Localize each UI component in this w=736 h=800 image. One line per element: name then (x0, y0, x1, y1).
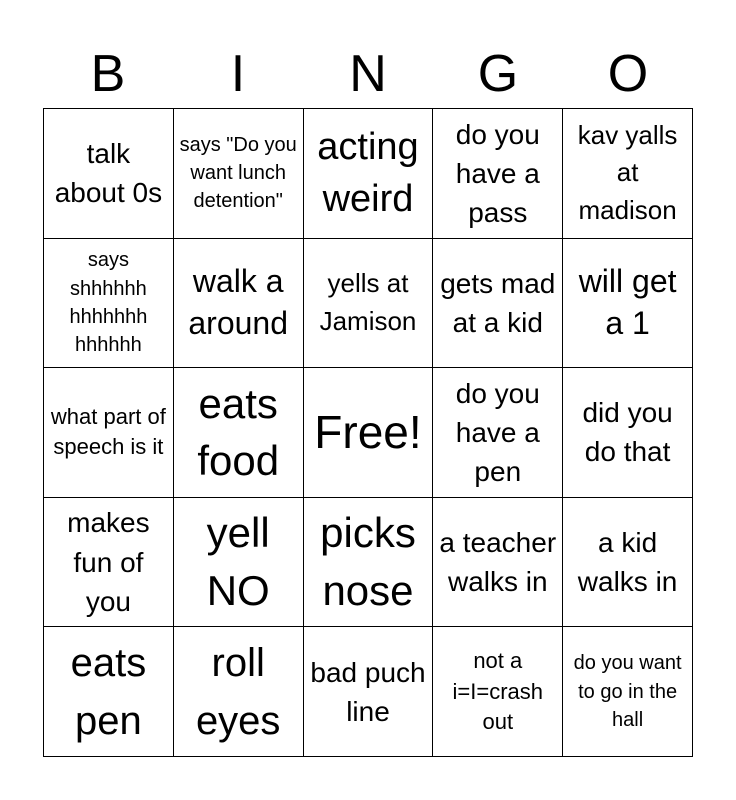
cell-text: will get a 1 (578, 263, 677, 341)
bingo-cell[interactable] (304, 109, 434, 239)
bingo-cell[interactable] (563, 109, 693, 239)
bingo-cell[interactable] (304, 627, 434, 757)
bingo-cell[interactable] (433, 498, 563, 628)
bingo-cell[interactable] (563, 627, 693, 757)
bingo-header (43, 40, 693, 108)
cell-text: do you have a pass (455, 118, 540, 228)
cell-text: a kid walks in (577, 526, 678, 598)
cell-text: not a i=I=crash out (452, 648, 544, 734)
cell-text: acting weird (317, 125, 419, 221)
cell-text: a teacher walks in (439, 526, 557, 598)
cell-text: kav yalls at madison (577, 119, 678, 226)
header-letter-o: O (607, 45, 649, 103)
bingo-cell[interactable] (304, 498, 434, 628)
bingo-cell[interactable] (44, 627, 174, 757)
cell-text: bad puch line (310, 656, 426, 727)
bingo-cell[interactable] (563, 498, 693, 628)
bingo-cell[interactable] (174, 239, 304, 369)
bingo-cell[interactable] (563, 368, 693, 498)
cell-text: do you want to go in the hall (573, 652, 682, 731)
header-letter-n: N (349, 45, 387, 103)
cell-text: picks nose (320, 509, 416, 615)
cell-text: makes fun of you (67, 507, 150, 617)
bingo-cell[interactable] (433, 109, 563, 239)
cell-text: what part of speech is it (50, 404, 166, 460)
cell-text: gets mad at a kid (440, 267, 556, 338)
cell-text: roll eyes (195, 640, 281, 743)
bingo-board (43, 108, 693, 757)
cell-text: do you have a pen (455, 377, 540, 488)
cell-text: yell NO (206, 509, 270, 615)
bingo-cell[interactable] (44, 239, 174, 369)
bingo-cell[interactable] (174, 498, 304, 628)
cell-text: eats food (197, 379, 280, 485)
bingo-cell[interactable] (44, 109, 174, 239)
cell-text: says "Do you want lunch detention" (179, 133, 297, 213)
bingo-cell[interactable] (174, 627, 304, 757)
header-letter-g: G (477, 45, 519, 103)
cell-text: did you do that (582, 397, 673, 468)
cell-text: eats pen (70, 640, 147, 743)
free-space[interactable] (304, 368, 434, 498)
cell-text: yells at Jamison (319, 268, 417, 336)
bingo-cell[interactable] (174, 109, 304, 239)
cell-text: says shhhhhh hhhhhhh hhhhhh (69, 249, 148, 357)
cell-text: talk about 0s (54, 138, 163, 209)
bingo-cell[interactable] (44, 368, 174, 498)
bingo-cell[interactable] (44, 498, 174, 628)
bingo-cell[interactable] (304, 239, 434, 369)
bingo-cell[interactable] (563, 239, 693, 369)
header-letter-b: B (90, 45, 126, 103)
cell-text: Free! (314, 405, 422, 458)
bingo-cell[interactable] (174, 368, 304, 498)
bingo-cell[interactable] (433, 627, 563, 757)
bingo-cell[interactable] (433, 368, 563, 498)
bingo-cell[interactable] (433, 239, 563, 369)
cell-text: walk a around (188, 263, 289, 341)
header-letter-i: I (230, 45, 246, 103)
